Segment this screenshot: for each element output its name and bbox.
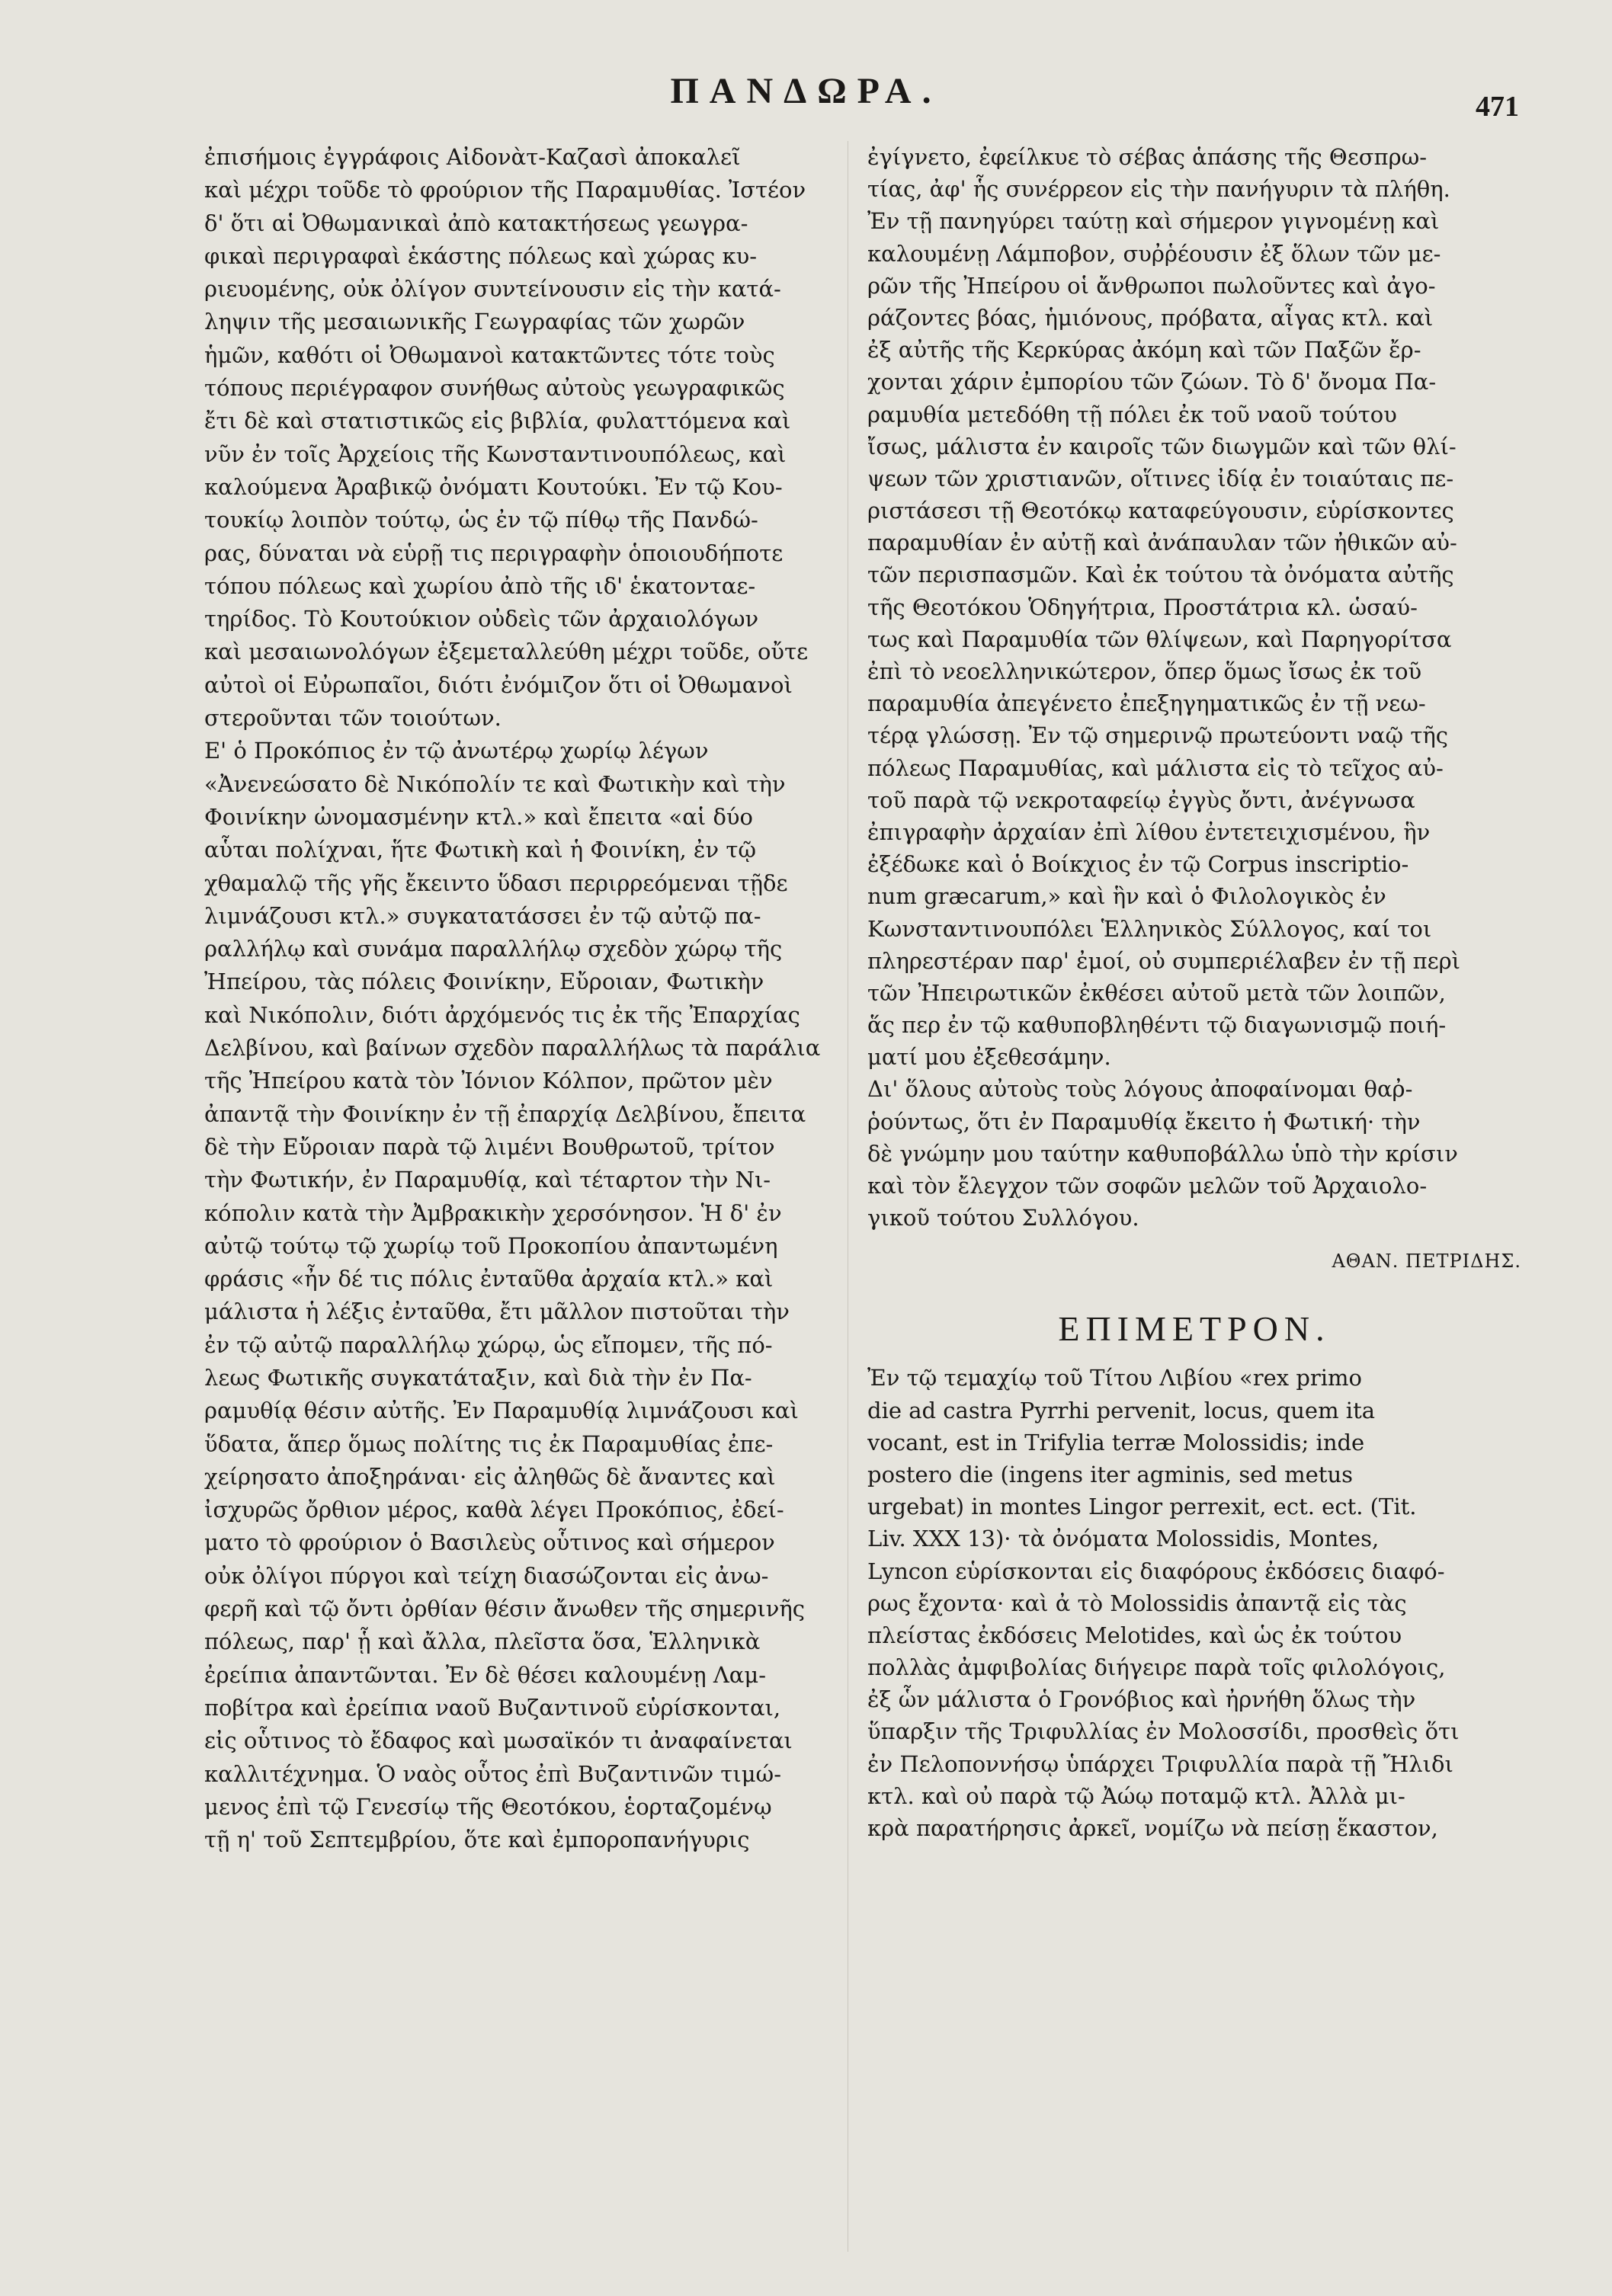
author-signature: ΑΘΑΝ. ΠΕΤΡΙΔΗΣ.	[1332, 1250, 1521, 1273]
text-line: ἔτι δὲ καὶ στατιστικῶς εἰς βιβλία, φυλαττόμενα καὶ	[204, 408, 791, 434]
text-line: ρῶν τῆς Ἠπείρου οἱ ἄνθρωποι πωλοῦντες καὶ ἀγο-	[867, 272, 1436, 299]
text-line: πόλεως, παρ' ᾗ καὶ ἄλλα, πλεῖστα ὅσα, Ἑλληνικὰ	[204, 1628, 761, 1655]
text-line: num græcarum,» καὶ ἣν καὶ ὁ Φιλολογικὸς ἐν	[867, 883, 1386, 910]
text-line: τῶν Ἠπειρωτικῶν ἐκθέσει αὐτοῦ μετὰ τῶν λοιπῶν,	[867, 979, 1446, 1006]
text-line: ἐρείπια ἀπαντῶνται. Ἐν δὲ θέσει καλουμένῃ Λαμ-	[204, 1661, 767, 1688]
text-line: καὶ μέχρι τοῦδε τὸ φρούριον τῆς Παραμυθίας. Ἰστέον	[204, 177, 806, 203]
text-line: ψεων τῶν χριστιανῶν, οἵτινες ἰδίᾳ ἐν τοιαύταις πε-	[867, 465, 1454, 492]
text-line: Ἠπείρου, τὰς πόλεις Φοινίκην, Εὔροιαν, Φωτικὴν	[204, 969, 764, 995]
text-line: καλούμενα Ἀραβικῷ ὀνόματι Κουτούκι. Ἐν τῷ Κου-	[204, 473, 783, 500]
text-line: τὴν Φωτικήν, ἐν Παραμυθίᾳ, καὶ τέταρτον τὴν Νι-	[204, 1167, 771, 1193]
text-line: τίας, ἀφ' ἧς συνέρρεον εἰς τὴν πανήγυριν τὰ πλήθη.	[867, 176, 1450, 203]
text-line: ἴσως, μάλιστα ἐν καιροῖς τῶν διωγμῶν καὶ τῶν θλί-	[867, 433, 1457, 460]
text-line: κτλ. καὶ οὐ παρὰ τῷ Ἀώῳ ποταμῷ κτλ. Ἀλλὰ μι-	[867, 1782, 1405, 1809]
text-line: τόπου πόλεως καὶ χωρίου ἀπὸ τῆς ιδ' ἑκατονταε-	[204, 572, 756, 599]
text-line: τοῦ παρὰ τῷ νεκροταφείῳ ἐγγὺς ὄντι, ἀνέγνωσα	[867, 786, 1415, 813]
text-line: πόλεως Παραμυθίας, καὶ μάλιστα εἰς τὸ τεῖχος αὐ-	[867, 754, 1444, 781]
text-line: ραλλήλῳ καὶ συνάμα παραλλήλῳ σχεδὸν χώρῳ τῆς	[204, 936, 783, 962]
text-line: ρως ἔχοντα· καὶ ἀ τὸ Molossidis ἀπαντᾷ εἰς τὰς	[867, 1590, 1407, 1616]
text-line: καλλιτέχνημα. Ὁ ναὸς οὗτος ἐπὶ Βυζαντινῶν τιμώ-	[204, 1760, 782, 1787]
text-line: δ' ὅτι αἱ Ὀθωμανικαὶ ἀπὸ κατακτήσεως γεωγρα-	[204, 210, 748, 236]
text-line: φράσις «ἦν δέ τις πόλις ἐνταῦθα ἀρχαία κτλ.» καὶ	[204, 1266, 774, 1292]
text-line: τῶν περισπασμῶν. Καὶ ἐκ τούτου τὰ ὀνόματα αὐτῆς	[867, 562, 1454, 588]
text-line: ἐγίγνετο, ἐφείλκυε τὸ σέβας ἁπάσης τῆς Θεσπρω-	[867, 144, 1428, 170]
text-line: εἰς οὗτινος τὸ ἔδαφος καὶ μωσαϊκόν τι ἀναφαίνεται	[204, 1728, 793, 1754]
text-line: τῇ η' τοῦ Σεπτεμβρίου, ὅτε καὶ ἐμποροπανήγυρις	[204, 1827, 750, 1853]
text-line: ραμυθία μετεδόθη τῇ πόλει ἐκ τοῦ ναοῦ τούτου	[867, 401, 1397, 427]
text-line: τηρίδος. Τὸ Κουτούκιον οὐδεὶς τῶν ἀρχαιολόγων	[204, 606, 759, 632]
text-line: παραμυθία ἀπεγένετο ἐπεξηγηματικῶς ἐν τῇ νεω-	[867, 690, 1426, 717]
text-line: ἰσχυρῶς ὄρθιον μέρος, καθὰ λέγει Προκόπιος, ἐδεί-	[204, 1497, 784, 1523]
text-line: καὶ μεσαιωνολόγων ἐξεμεταλλεύθη μέχρι τοῦδε, οὔτε	[204, 639, 809, 665]
left-column	[204, 141, 831, 1856]
text-line: Liv. XXX 13)· τὰ ὀνόματα Molossidis, Montes,	[867, 1526, 1380, 1552]
text-line: Ἐν τῇ πανηγύρει ταύτῃ καὶ σήμερον γιγνομένῃ καὶ	[867, 208, 1440, 235]
text-line: πολλὰς ἀμφιβολίας διήγειρε παρὰ τοῖς φιλολόγοις,	[867, 1654, 1446, 1681]
text-line: ἐν τῷ αὐτῷ παραλλήλῳ χώρῳ, ὡς εἴπομεν, τῆς πό-	[204, 1331, 773, 1358]
text-line: ποβίτρα καὶ ἐρείπια ναοῦ Βυζαντινοῦ εὑρίσκονται,	[204, 1694, 781, 1721]
text-line: ράζοντες βόας, ἡμιόνους, πρόβατα, αἶγας κτλ. καὶ	[867, 304, 1434, 331]
text-line: ματί μου ἐξεθεσάμην.	[867, 1044, 1111, 1071]
text-line: ῥούντως, ὅτι ἐν Παραμυθίᾳ ἔκειτο ἡ Φωτική· τὴν	[867, 1108, 1421, 1135]
text-line: παραμυθίαν ἐν αὐτῇ καὶ ἀνάπαυλαν τῶν ἠθικῶν αὐ-	[867, 530, 1457, 556]
text-line: ἐξ αὐτῆς τῆς Κερκύρας ἀκόμη καὶ τῶν Παξῶν ἔρ-	[867, 337, 1421, 363]
text-line: Φοινίκην ὠνομασμένην κτλ.» καὶ ἔπειτα «αἱ δύο	[204, 803, 753, 830]
section-title: ΕΠΙΜΕΤΡΟΝ.	[1058, 1309, 1331, 1349]
page-number: 471	[1476, 91, 1519, 123]
text-line: τῆς Θεοτόκου Ὁδηγήτρια, Προστάτρια κλ. ὡσαύ-	[867, 594, 1418, 620]
text-line: χείρησατο ἀποξηράναι· εἰς ἀληθῶς δὲ ἄναντες καὶ	[204, 1463, 776, 1490]
text-line: στεροῦνται τῶν τοιούτων.	[204, 705, 502, 732]
text-line: die ad castra Pyrrhi pervenit, locus, quem ita	[867, 1397, 1376, 1423]
text-line: γικοῦ τούτου Συλλόγου.	[867, 1205, 1139, 1231]
text-line: αὗται πολίχναι, ἥτε Φωτικὴ καὶ ἡ Φοινίκη, ἐν τῷ	[204, 837, 757, 863]
text-line: δὲ γνώμην μου ταύτην καθυποβάλλω ὑπὸ τὴν κρίσιν	[867, 1140, 1458, 1167]
text-line: ματο τὸ φρούριον ὁ Βασιλεὺς οὗτινος καὶ σήμερον	[204, 1529, 775, 1556]
text-line: ληψιν τῆς μεσαιωνικῆς Γεωγραφίας τῶν χωρῶν	[204, 309, 745, 335]
text-line: ἡμῶν, καθότι οἱ Ὀθωμανοὶ κατακτῶντες τότε τοὺς	[204, 341, 775, 368]
text-line: ριστάσεσι τῇ Θεοτόκῳ καταφεύγουσιν, εὑρίσκοντες	[867, 498, 1454, 524]
text-line: οὐκ ὀλίγοι πύργοι καὶ τείχη διασώζονται εἰς ἀνω-	[204, 1562, 769, 1589]
text-line: vocant, est in Trifylia terræ Molossidis; inde	[867, 1429, 1365, 1455]
text-line: τουκίῳ λοιπὸν τούτῳ, ὡς ἐν τῷ πίθῳ τῆς Πανδώ-	[204, 507, 758, 533]
text-line: τόπους περιέγραφον συνήθως αὐτοὺς γεωγραφικῶς	[204, 375, 785, 402]
text-line: φερῆ καὶ τῷ ὄντι ὀρθίαν θέσιν ἄνωθεν τῆς σημερινῆς	[204, 1596, 805, 1622]
running-title: ΠΑΝΔΩΡΑ.	[670, 71, 942, 111]
text-line: ἐν Πελοποννήσῳ ὑπάρχει Τριφυλλία παρὰ τῇ Ἤλιδι	[867, 1750, 1453, 1777]
text-line: μενος ἐπὶ τῷ Γενεσίῳ τῆς Θεοτόκου, ἑορταζομένῳ	[204, 1793, 772, 1820]
text-line: λεως Φωτικῆς συγκατάταξιν, καὶ διὰ τὴν ἐν Πα-	[204, 1364, 752, 1391]
text-line: ἐπισήμοις ἐγγράφοις Αἰδονὰτ-Καζασὶ ἀποκαλεῖ	[204, 144, 741, 170]
text-line: αὐτῷ τούτῳ τῷ χωρίῳ τοῦ Προκοπίου ἀπαντωμένη	[204, 1232, 778, 1259]
text-line: πλείστας ἐκδόσεις Melotides, καὶ ὡς ἐκ τούτου	[867, 1622, 1402, 1648]
text-line: λιμνάζουσι κτλ.» συγκατατάσσει ἐν τῷ αὐτῷ πα-	[204, 902, 761, 929]
text-line: ρας, δύναται νὰ εὑρῇ τις περιγραφὴν ὁποιουδήποτε	[204, 540, 784, 566]
text-line: ἐξέδωκε καὶ ὁ Βοίκχιος ἐν τῷ Corpus inscriptio-	[867, 851, 1409, 878]
text-line: τως καὶ Παραμυθία τῶν θλίψεων, καὶ Παρηγορίτσα	[867, 626, 1452, 652]
text-line: ἐπὶ τὸ νεοελληνικώτερον, ὅπερ ὅμως ἴσως ἐκ τοῦ	[867, 658, 1422, 684]
text-line: ἀπαντᾷ τὴν Φοινίκην ἐν τῇ ἐπαρχίᾳ Δελβίνου, ἔπειτα	[204, 1100, 806, 1127]
text-line: ἐπιγραφὴν ἀρχαίαν ἐπὶ λίθου ἐντετειχισμένου, ἣν	[867, 818, 1431, 845]
text-line: αὐτοὶ οἱ Εὐρωπαῖοι, διότι ἐνόμιζον ὅτι οἱ Ὀθωμανοὶ	[204, 671, 793, 698]
text-line: μάλιστα ἡ λέξις ἐνταῦθα, ἔτι μᾶλλον πιστοῦται τὴν	[204, 1299, 790, 1325]
right-column	[867, 141, 1521, 1844]
text-line: τέρᾳ γλώσσῃ. Ἐν τῷ σημερινῷ πρωτεύοντι ναῷ τῆς	[867, 722, 1449, 749]
text-line: Ἐν τῷ τεμαχίῳ τοῦ Τίτου Λιβίου «rex primo	[867, 1365, 1362, 1391]
text-line: Δι' ὅλους αὐτοὺς τοὺς λόγους ἀποφαίνομαι θαῤ-	[867, 1076, 1413, 1103]
text-line: ὕδατα, ἅπερ ὅμως πολίτης τις ἐκ Παραμυθίας ἐπε-	[204, 1430, 774, 1457]
text-line: ὕπαρξιν τῆς Τριφυλλίας ἐν Μολοσσίδι, προσθεὶς ὅτι	[867, 1718, 1460, 1745]
text-line: καλουμένῃ Λάμποβον, συῤῥέουσιν ἐξ ὅλων τῶν με-	[867, 240, 1441, 267]
text-line: urgebat) in montes Lingor perrexit, ect. ect. (Tit.	[867, 1494, 1417, 1520]
text-line: χθαμαλῷ τῆς γῆς ἔκειντο ὕδασι περιρρεόμεναι τῇδε	[204, 869, 788, 896]
text-line: Δελβίνου, καὶ βαίνων σχεδὸν παραλλήλως τὰ παράλια	[204, 1035, 821, 1062]
text-line: καὶ τὸν ἔλεγχον τῶν σοφῶν μελῶν τοῦ Ἀρχαιολο-	[867, 1173, 1428, 1199]
text-line: Ε' ὁ Προκόπιος ἐν τῷ ἀνωτέρῳ χωρίῳ λέγων	[204, 738, 709, 764]
text-line: πληρεστέραν παρ' ἐμοί, οὐ συμπεριέλαβεν ἐν τῇ περὶ	[867, 947, 1461, 974]
text-line: καὶ Νικόπολιν, διότι ἀρχόμενός τις ἐκ τῆς Ἐπαρχίας	[204, 1001, 800, 1028]
text-line: νῦν ἐν τοῖς Ἀρχείοις τῆς Κωνσταντινουπόλεως, καὶ	[204, 440, 787, 467]
text-line: χονται χάριν ἐμπορίου τῶν ζώων. Τὸ δ' ὄνομα Πα-	[867, 369, 1437, 395]
right-column-text	[867, 141, 1521, 1234]
text-line: κόπολιν κατὰ τὴν Ἀμβρακικὴν χερσόνησον. Ἡ δ' ἐν	[204, 1199, 782, 1226]
text-line: ριευομένης, οὐκ ὀλίγον συντείνουσιν εἰς τὴν κατά-	[204, 276, 781, 303]
text-line: ραμυθίᾳ θέσιν αὐτῆς. Ἐν Παραμυθίᾳ λιμνάζουσι καὶ	[204, 1398, 799, 1424]
text-line: Κωνσταντινουπόλει Ἑλληνικὸς Σύλλογος, καί τοι	[867, 915, 1432, 942]
text-line: Lyncon εὑρίσκονται εἰς διαφόρους ἐκδόσεις διαφό-	[867, 1558, 1445, 1584]
text-line: τῆς Ἠπείρου κατὰ τὸν Ἰόνιον Κόλπον, πρῶτον μὲν	[204, 1068, 773, 1094]
text-line: ἅς περ ἐν τῷ καθυποβληθέντι τῷ διαγωνισμῷ ποιή-	[867, 1012, 1447, 1039]
epimetron-text	[867, 1362, 1521, 1844]
text-line: κρὰ παρατήρησις ἀρκεῖ, νομίζω νὰ πείσῃ ἕκαστον,	[867, 1815, 1438, 1841]
text-line: φικαὶ περιγραφαὶ ἑκάστης πόλεως καὶ χώρας κυ-	[204, 242, 758, 269]
text-line: ἐξ ὧν μάλιστα ὁ Γρονόβιος καὶ ἠρνήθη ὅλως τὴν	[867, 1686, 1416, 1713]
text-line: postero die (ingens iter agminis, sed metus	[867, 1461, 1354, 1487]
text-line: δὲ τὴν Εὔροιαν παρὰ τῷ λιμένι Βουθρωτοῦ, τρίτον	[204, 1133, 775, 1160]
text-line: «Ἀνενεώσατο δὲ Νικόπολίν τε καὶ Φωτικὴν καὶ τὴν	[204, 770, 786, 797]
